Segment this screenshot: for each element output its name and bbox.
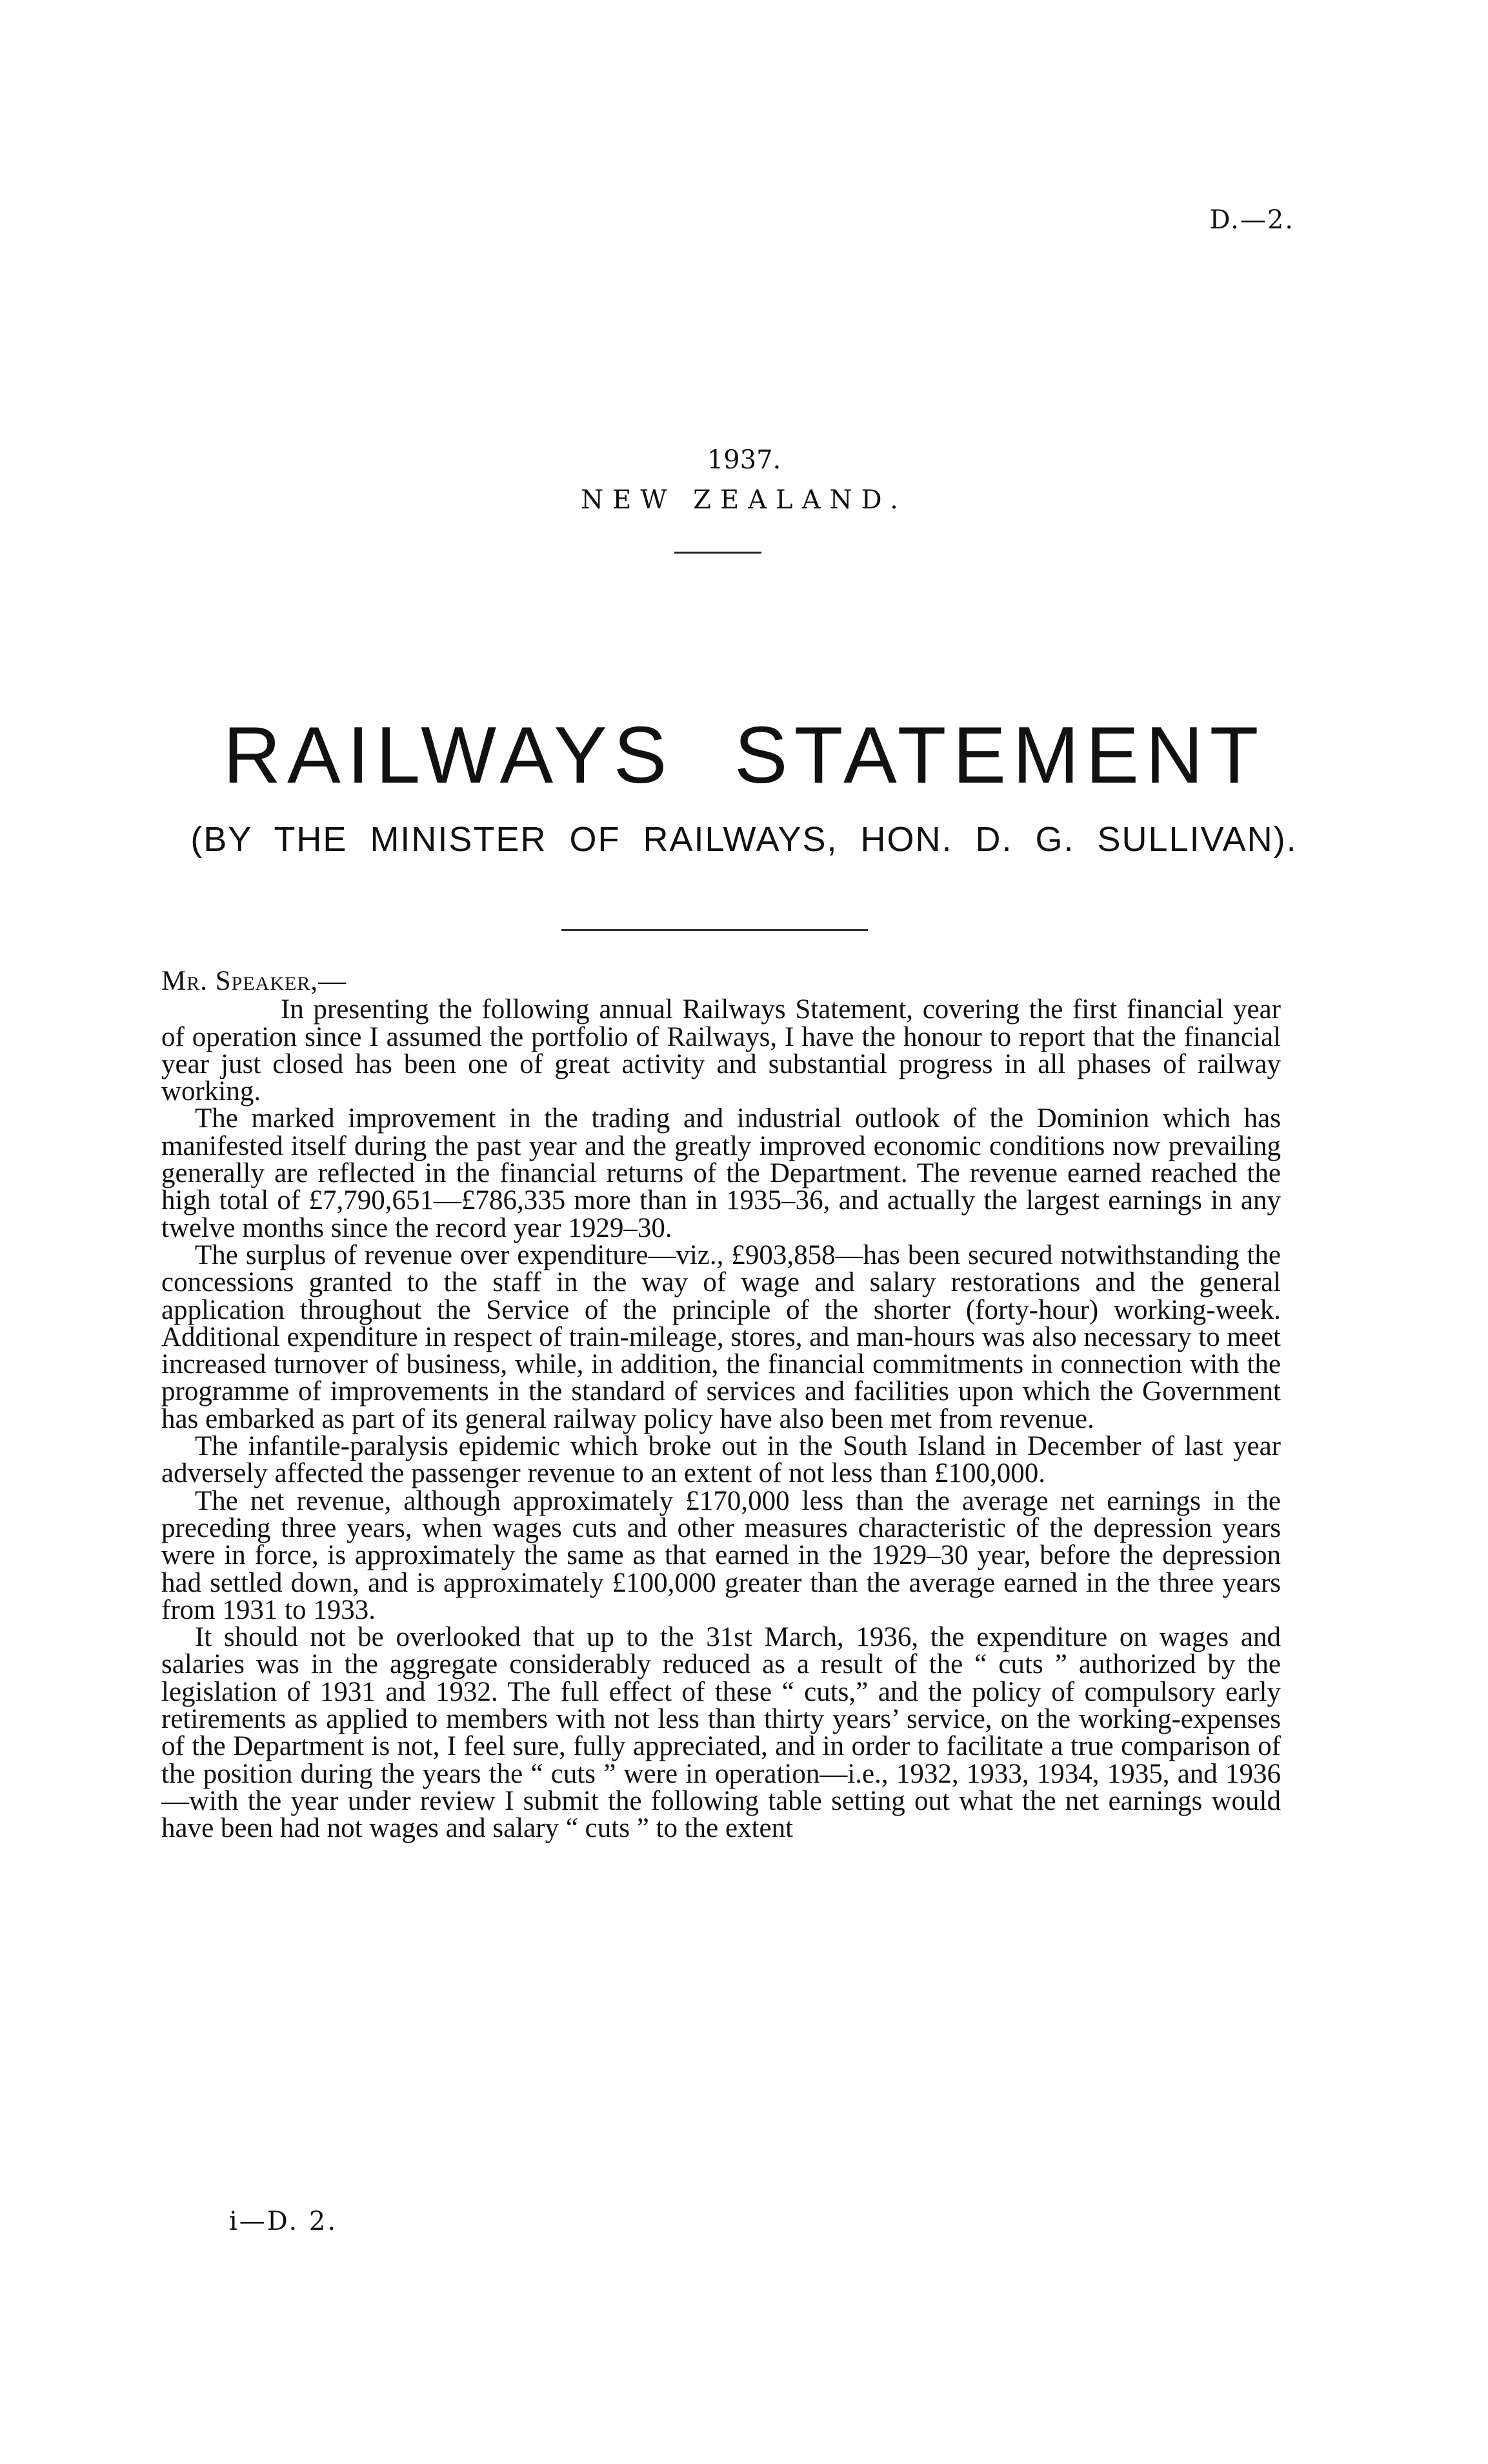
paragraph-4: The infantile-paralysis epidemic which broke out in the South Island in December of last year adversely affected the passenger revenue to an extent of not less than £100,000. [161, 1431, 1281, 1489]
salutation: Mr. Speaker,— [161, 966, 347, 996]
statement-body [161, 968, 1281, 1843]
paragraph-6: It should not be overlooked that up to the 31st March, 1936, the expenditure on wages and salaries was in the aggregate considerably reduced as a result of the “ cuts ” authorized by the legislation of 1931 and 1932. The full effect of these “ cuts,” and the policy of compulsory early retirements as applied to members with not less than thirty years’ service, on the working-expenses of the Department is not, I feel sure, fully appreciated, and in order to facilitate a true comparison of the position during the years the “ cuts ” were in operation—i.e., 1932, 1933, 1934, 1935, and 1936—with the year under review I submit the following table setting out what the net earnings would have been had not wages and salary “ cuts ” to the extent [161, 1622, 1281, 1844]
short-divider [674, 552, 761, 554]
page-reference: i—D. 2. [229, 2207, 338, 2236]
long-divider [561, 929, 868, 931]
paragraph-3: The surplus of revenue over expenditure—viz., £903,858—has been secured notwithstanding the concessions granted to the staff in the way of wage and salary restorations and the general application throughout the Service of the principle of the shorter (forty-hour) working-week. Additional expenditure in respect of train-mileage, stores, and man-hours was also necessary to meet increased turnover of business, while, in addition, the financial commitments in connection with the programme of improvements in the standard of services and facilities upon which the Government has embarked as part of its general railway policy have also been met from revenue. [161, 1239, 1281, 1434]
main-title: RAILWAYS STATEMENT [223, 711, 1265, 800]
country-heading: NEW ZEALAND. [581, 485, 907, 515]
subtitle: (BY THE MINISTER OF RAILWAYS, HON. D. G. SULLIVAN). [190, 820, 1298, 859]
document-reference: D.—2. [1209, 205, 1294, 235]
publication-year: 1937. [707, 445, 781, 475]
paragraph-2: The marked improvement in the trading and industrial outlook of the Dominion which has manifested itself during the past year and the greatly improved economic conditions now prevailing generally are reflected in the financial returns of the Department. The revenue earned reached the high total of £7,790,651—£786,335 more than in 1935–36, and actually the largest earnings in any twelve months since the record year 1929–30. [161, 1103, 1281, 1243]
paragraph-5: The net revenue, although approximately £170,000 less than the average net earnings in the preceding three years, when wages cuts and other measures characteristic of the depression years were in force, is approximately the same as that earned in the 1929–30 year, before the depression had settled down, and is approximately £100,000 greater than the average earned in the three years from 1931 to 1933. [161, 1485, 1281, 1625]
paragraph-1: In presenting the following annual Railways Statement, covering the first financial year of operation since I assumed the portfolio of Railways, I have the honour to report that the financial year just closed has been one of great activity and substantial progress in all phases of railway working. [161, 994, 1281, 1107]
